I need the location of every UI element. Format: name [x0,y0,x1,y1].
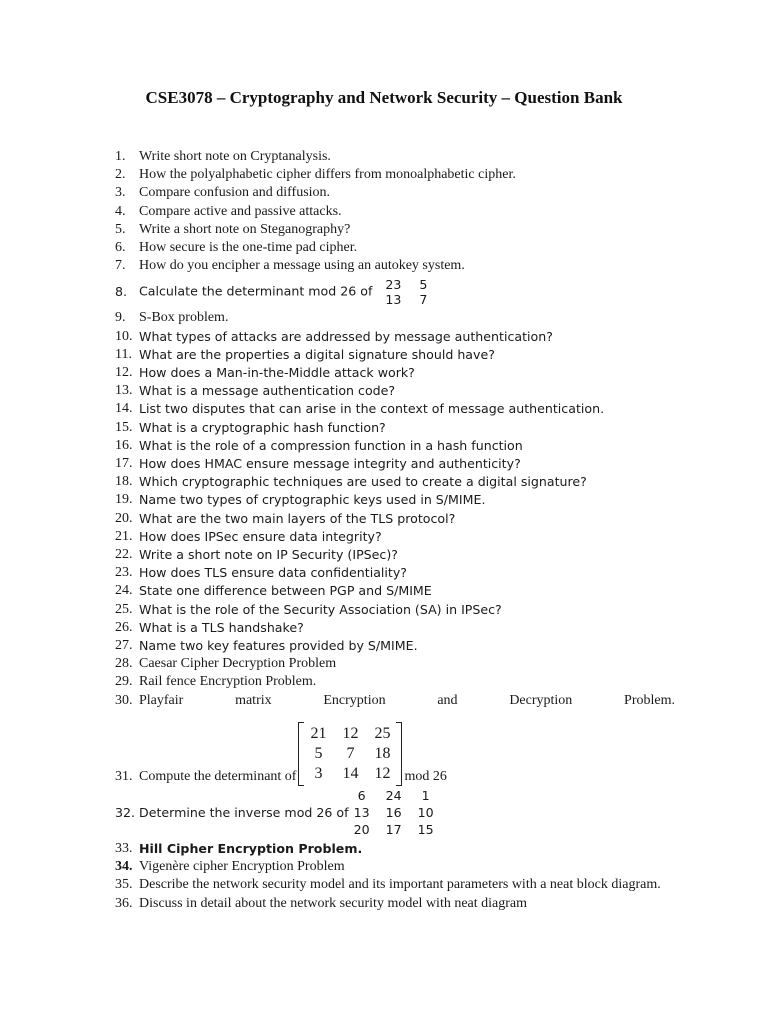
question-item [115,564,675,582]
question-number: 32. [115,804,136,820]
question-number: 33. [115,840,133,856]
question-number: 5. [115,221,126,237]
matrix-cell: 16 [385,805,402,821]
question-item [115,528,675,546]
question-text: How does TLS ensure data confidentiality? [139,565,407,581]
matrix-cell: 24 [385,788,402,804]
matrix-cell: 20 [353,822,370,838]
question-number: 24. [115,583,133,599]
question-number: 17. [115,456,133,472]
question-text: How does IPSec ensure data integrity? [139,528,382,544]
matrix-cell: 15 [417,822,434,838]
matrix-cell: 5 [314,744,323,762]
matrix-cell: 21 [310,724,327,742]
question-number: 6. [115,240,126,256]
question-word: Problem. [624,692,675,708]
question-item [115,328,675,346]
matrix-cell: 7 [419,292,428,308]
question-number: 28. [115,656,133,672]
question-text: What are the properties a digital signature should have? [139,346,495,362]
question-number: 8. [115,284,128,300]
question-number: 9. [115,310,126,326]
question-item [115,601,675,619]
question-text: What is the role of a compression function in a hash function [139,437,523,453]
question-text: Caesar Cipher Decryption Problem [139,656,337,672]
question-item [115,184,675,202]
question-text: What is a message authentication code? [139,383,396,399]
question-text: Vigenère cipher Encryption Problem [139,859,345,875]
question-number: 35. [115,877,133,893]
question-number: 23. [115,565,133,581]
question-number: 25. [115,601,133,617]
question-number: 7. [115,258,126,274]
question-text: Which cryptographic techniques are used to create a digital signature? [139,474,587,490]
question-item [115,473,675,491]
question-item [115,437,675,455]
question-item [115,840,675,858]
question-text: List two disputes that can arise in the context of message authentication. [139,401,605,417]
question-number: 36. [115,895,133,911]
matrix-cell: 5 [419,277,428,293]
question-number: 15. [115,419,133,435]
modulus-suffix: mod 26 [404,768,447,784]
matrix-cell: 13 [353,805,370,821]
question-item [115,582,675,600]
question-number: 31. [115,768,133,784]
matrix-cell: 17 [385,822,402,838]
question-word: and [437,692,458,708]
matrix-cell: 14 [342,764,359,782]
question-item [115,786,675,840]
question-item [115,166,675,184]
matrix-cell: 10 [417,805,434,821]
question-text: Name two types of cryptographic keys used in S/MIME. [139,492,486,508]
question-number: 13. [115,383,133,399]
matrix-cell: 18 [374,744,391,762]
question-text: What is a cryptographic hash function? [139,419,386,435]
question-text: S-Box problem. [139,310,229,326]
question-number: 4. [115,203,126,219]
question-text: How secure is the one-time pad cipher. [139,240,358,256]
question-text: What is the role of the Security Association (SA) in IPSec? [139,601,502,617]
question-item [115,275,675,309]
question-text: Describe the network security model and its important parameters with a neat block diagram. [139,877,661,893]
matrix-cell: 1 [421,788,430,804]
question-word: matrix [235,692,272,708]
question-text: Compare active and passive attacks. [139,203,342,219]
question-number: 26. [115,619,133,635]
question-item [115,309,675,327]
question-item [115,491,675,509]
question-number: 29. [115,674,133,690]
question-number: 30. [115,692,133,708]
question-word: Decryption [509,692,573,708]
matrix-cell: 12 [342,724,359,742]
question-item [115,726,675,786]
matrix-3x3 [346,787,442,838]
matrix-cell: 23 [385,277,402,293]
question-text: Write short note on Cryptanalysis. [139,149,331,164]
question-text: How do you encipher a message using an autokey system. [139,258,465,274]
question-text: Compute the determinant of [139,768,297,784]
question-item [115,876,675,894]
page-title: CSE3078 – Cryptography and Network Security – Question Bank [145,88,623,107]
question-text: Discuss in detail about the network security model with neat diagram [139,895,528,911]
question-text: What are the two main layers of the TLS protocol? [139,510,456,526]
question-item [115,455,675,473]
question-number: 19. [115,492,133,508]
question-item [115,364,675,382]
question-text: What is a TLS handshake? [139,619,304,635]
question-item [115,619,675,637]
question-number: 21. [115,528,133,544]
matrix-2x2 [378,277,438,307]
question-number: 34. [115,859,133,875]
matrix-cell: 25 [374,724,391,742]
question-text: Calculate the determinant mod 26 of [139,283,373,299]
matrix-cell: 3 [314,764,323,782]
question-text: Rail fence Encryption Problem. [139,674,317,690]
question-text: How does a Man-in-the-Middle attack work? [139,365,415,381]
matrix-cell: 13 [385,292,402,308]
question-item [115,346,675,364]
question-text: State one difference between PGP and S/MIME [139,583,432,599]
question-item [115,257,675,275]
question-text: What types of attacks are addressed by message authentication? [139,328,553,344]
question-number: 18. [115,474,133,490]
question-number: 11. [115,346,132,362]
question-item [115,637,675,655]
question-text: Write a short note on Steganography? [139,221,351,237]
question-number: 14. [115,401,133,417]
question-number: 12. [115,365,133,381]
question-item [115,673,675,691]
matrix-cell: 7 [346,744,355,762]
question-item [115,655,675,673]
question-number: 10. [115,328,133,344]
question-item [115,546,675,564]
question-text: Name two key features provided by S/MIME. [139,638,418,654]
question-text: Compare confusion and diffusion. [139,185,331,201]
question-word: Encryption [323,692,386,708]
matrix-cell: 6 [357,788,366,804]
question-number: 27. [115,638,133,654]
question-item [115,895,675,913]
question-text [139,692,675,710]
question-item [115,148,675,166]
question-text: Hill Cipher Encryption Problem. [139,840,363,856]
question-list [115,148,675,913]
question-item [115,221,675,239]
question-number: 2. [115,167,126,183]
matrix-3x3-bracketed [298,724,402,784]
question-item [115,382,675,400]
question-number: 22. [115,547,133,563]
question-text: Write a short note on IP Security (IPSec)? [139,547,398,563]
question-item [115,510,675,528]
question-number: 16. [115,437,133,453]
question-item [115,692,675,710]
question-item [115,239,675,257]
question-item [115,858,675,876]
question-text: Determine the inverse mod 26 of [139,804,349,820]
question-number: 1. [115,149,126,164]
matrix-cell: 12 [374,764,391,782]
question-number: 20. [115,510,133,526]
question-number: 3. [115,185,126,201]
question-text: How does HMAC ensure message integrity and authenticity? [139,456,521,472]
question-word: Playfair [139,692,184,708]
question-item [115,203,675,221]
question-item [115,400,675,418]
question-item [115,419,675,437]
question-text: How the polyalphabetic cipher differs from monoalphabetic cipher. [139,167,516,183]
